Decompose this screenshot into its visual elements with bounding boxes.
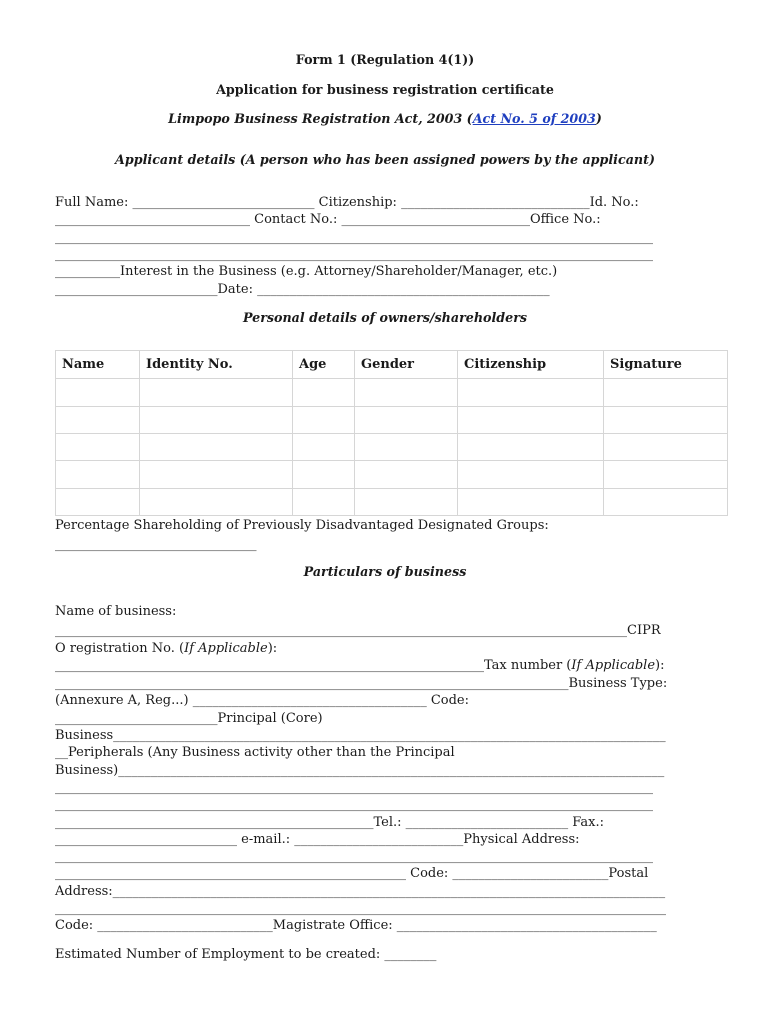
business-line-6[interactable]: (Annexure A, Reg...) ____________________________________ Code: (55, 693, 470, 708)
business-line-5[interactable]: _______________________________________________________________________________Business Type: (55, 676, 668, 691)
table-cell[interactable] (458, 433, 604, 460)
table-row (56, 488, 728, 515)
table-cell[interactable] (293, 488, 355, 515)
business-line-12[interactable]: ____________________________________________________________________________________________ (55, 797, 653, 812)
table-cell[interactable] (355, 379, 458, 406)
table-cell[interactable] (140, 433, 293, 460)
table-cell[interactable] (56, 488, 140, 515)
table-cell[interactable] (604, 433, 728, 460)
business-heading: Particulars of business (303, 565, 467, 580)
table-cell[interactable] (293, 379, 355, 406)
business-line-10[interactable]: Business)____________________________________________________________________________________ (55, 763, 665, 778)
owners-heading: Personal details of owners/shareholders (242, 311, 528, 326)
table-cell[interactable] (140, 461, 293, 488)
table-cell[interactable] (458, 488, 604, 515)
table-cell[interactable] (604, 406, 728, 433)
business-line-20[interactable]: Estimated Number of Employment to be created: ________ (55, 947, 437, 962)
table-cell[interactable] (355, 461, 458, 488)
table-cell[interactable] (293, 433, 355, 460)
table-cell[interactable] (56, 406, 140, 433)
form-title: Form 1 (Regulation 4(1)) (295, 53, 475, 68)
act-link[interactable]: Act No. 5 of 2003 (472, 112, 596, 127)
table-cell[interactable] (355, 488, 458, 515)
if-applicable-note: If Applicable (571, 658, 656, 673)
business-line-1: Name of business: (55, 604, 177, 619)
shareholding-field[interactable]: _______________________________ (55, 537, 257, 552)
table-cell[interactable] (56, 379, 140, 406)
col-gender: Gender (355, 351, 458, 379)
applicant-line-1[interactable]: Full Name: ____________________________ Citizenship: _____________________________Id. No.: (55, 195, 639, 210)
business-line-4[interactable] (55, 658, 664, 674)
business-line-16[interactable]: ______________________________________________________ Code: ________________________Postal (55, 866, 649, 881)
col-citizenship: Citizenship (458, 351, 604, 379)
business-line-7[interactable]: _________________________Principal (Core) (55, 711, 323, 726)
cipro-label-end: ): (267, 641, 278, 656)
table-cell[interactable] (140, 488, 293, 515)
col-age: Age (293, 351, 355, 379)
table-cell[interactable] (355, 406, 458, 433)
business-line-18[interactable]: ______________________________________________________________________________________________ (55, 901, 666, 916)
table-cell[interactable] (293, 461, 355, 488)
table-cell[interactable] (140, 406, 293, 433)
if-applicable-note: If Applicable (184, 641, 268, 656)
table-row (56, 461, 728, 488)
act-title (10, 112, 760, 128)
business-line-13[interactable]: _________________________________________________Tel.: _________________________ Fax.: (55, 815, 605, 830)
business-line-11[interactable]: ____________________________________________________________________________________________ (55, 780, 653, 795)
business-line-2[interactable]: ________________________________________________________________________________________CIPR (55, 623, 661, 638)
table-cell[interactable] (458, 406, 604, 433)
table-cell[interactable] (604, 488, 728, 515)
act-prefix: Limpopo Business Registration Act, 2003 ( (168, 112, 473, 127)
application-title: Application for business registration certificate (216, 83, 554, 98)
table-row (56, 433, 728, 460)
owners-header-row (56, 351, 728, 379)
applicant-line-4[interactable]: ____________________________________________________________________________________________ (55, 247, 653, 262)
table-cell[interactable] (140, 379, 293, 406)
tax-field[interactable]: __________________________________________________________________Tax number ( (55, 658, 572, 673)
col-signature: Signature (604, 351, 728, 379)
table-cell[interactable] (293, 406, 355, 433)
business-line-15[interactable]: ____________________________________________________________________________________________ (55, 849, 653, 864)
applicant-line-6[interactable]: _________________________Date: _____________________________________________ (55, 282, 550, 297)
business-line-3 (55, 641, 277, 657)
business-line-17[interactable]: Address:_____________________________________________________________________________________ (55, 884, 666, 899)
act-suffix: ) (595, 112, 602, 127)
owners-table (55, 350, 728, 516)
table-row (56, 379, 728, 406)
table-cell[interactable] (604, 461, 728, 488)
applicant-line-3[interactable]: ____________________________________________________________________________________________ (55, 230, 653, 245)
applicant-heading: Applicant details (A person who has been assigned powers by the applicant) (115, 153, 655, 168)
col-name: Name (56, 351, 140, 379)
table-cell[interactable] (458, 379, 604, 406)
business-line-19[interactable]: Code: ___________________________Magistrate Office: ________________________________________ (55, 918, 657, 933)
table-cell[interactable] (355, 433, 458, 460)
table-cell[interactable] (458, 461, 604, 488)
col-identity-no: Identity No. (140, 351, 293, 379)
applicant-line-5[interactable]: __________Interest in the Business (e.g. Attorney/Shareholder/Manager, etc.) (55, 264, 558, 279)
business-line-9[interactable]: __Peripherals (Any Business activity other than the Principal (55, 745, 455, 760)
shareholding-label: Percentage Shareholding of Previously Disadvantaged Designated Groups: (55, 518, 549, 533)
table-row (56, 406, 728, 433)
business-line-8[interactable]: Business_____________________________________________________________________________________ (55, 728, 666, 743)
table-cell[interactable] (56, 433, 140, 460)
cipro-label: O registration No. ( (55, 641, 185, 656)
applicant-line-2[interactable]: ______________________________ Contact No.: _____________________________Office No.: (55, 212, 601, 227)
tax-label-end: ): (655, 658, 665, 673)
table-cell[interactable] (56, 461, 140, 488)
business-line-14[interactable]: ____________________________ e-mail.: __________________________Physical Address: (55, 832, 580, 847)
table-cell[interactable] (604, 379, 728, 406)
